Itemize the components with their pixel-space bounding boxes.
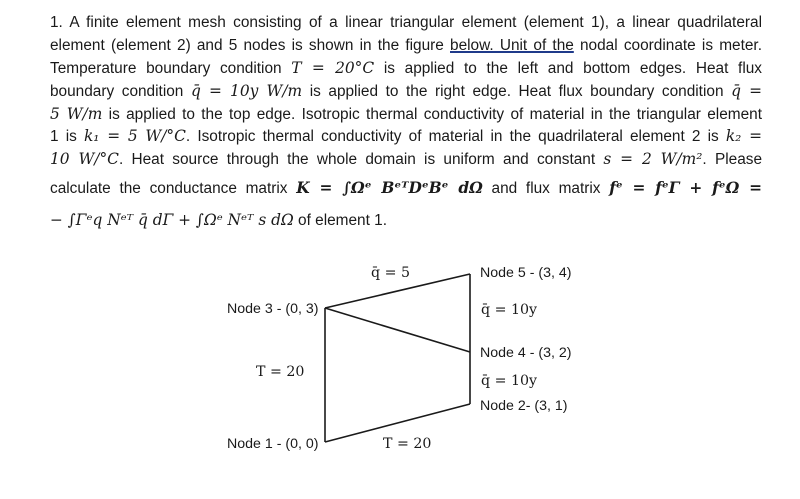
flux-integral-formula: − ∫Γᵉq Nᵉᵀ q̄ dΓ + ∫Ωᵉ Nᵉᵀ s dΩ [50,210,294,229]
node4-label: Node 4 - (3, 2) [480,345,572,361]
problem-text: 1. A finite element mesh consisting of a linear triangular element (element 1), a linear quadrilateral [50,14,762,31]
math-expression: q̄ = [731,82,763,101]
ink-underlined-text: below. Unit of the [450,36,574,54]
problem-text: . Please [702,151,763,169]
math-expression: k₁ = 5 W/°C [83,127,186,146]
problem-text: and flux matrix [482,179,610,197]
left-temperature-label: T = 20 [256,364,305,380]
diagonal-edge [325,308,470,352]
node2-label: Node 2- (3, 1) [480,398,568,414]
problem-text: nodal coordinate is meter. [573,36,762,54]
node3-label: Node 3 - (0, 3) [227,301,319,317]
problem-text: is applied to the right edge. Heat flux boundary condition [302,83,732,101]
math-expression: k₂ = [725,127,762,146]
problem-text: Temperature boundary condition [50,60,292,78]
problem-text: is applied to the top edge. Isotropic thermal conductivity of material in the triangular element [102,105,762,123]
right-flux-lower-label: q̄ = 10y [481,373,538,389]
problem-text: 1 is [50,128,84,146]
top-flux-label: q̄ = 5 [371,265,411,281]
math-expression: q̄ = 10y W/m [190,82,303,101]
problem-text: element (element 2) and 5 nodes is shown in the figure [50,36,451,54]
conductance-formula: K = ∫Ωᵉ BᵉᵀDᵉBᵉ dΩ [296,178,483,197]
node5-label: Node 5 - (3, 4) [480,265,572,281]
problem-text: of element 1. [293,211,388,229]
bottom-temperature-label: T = 20 [383,436,432,452]
node1-label: Node 1 - (0, 0) [227,436,319,452]
flux-formula: fᵉ = fᵉΓ + fᵉΩ = [609,178,762,197]
problem-text: . Heat source through the whole domain is uniform and constant [118,151,604,169]
math-expression: T = 20°C [291,59,375,78]
right-flux-upper-label: q̄ = 10y [481,302,538,318]
problem-text: calculate the conductance matrix [50,179,297,197]
problem-text: boundary condition [50,83,191,101]
problem-text: is applied to the left and bottom edges. Heat flux [374,60,762,78]
math-expression: 5 W/m [50,104,103,123]
math-expression: s = 2 W/m² [603,150,703,169]
problem-text: . Isotropic thermal conductivity of material in the quadrilateral element 2 is [185,128,726,146]
math-expression: 10 W/°C [50,150,119,169]
